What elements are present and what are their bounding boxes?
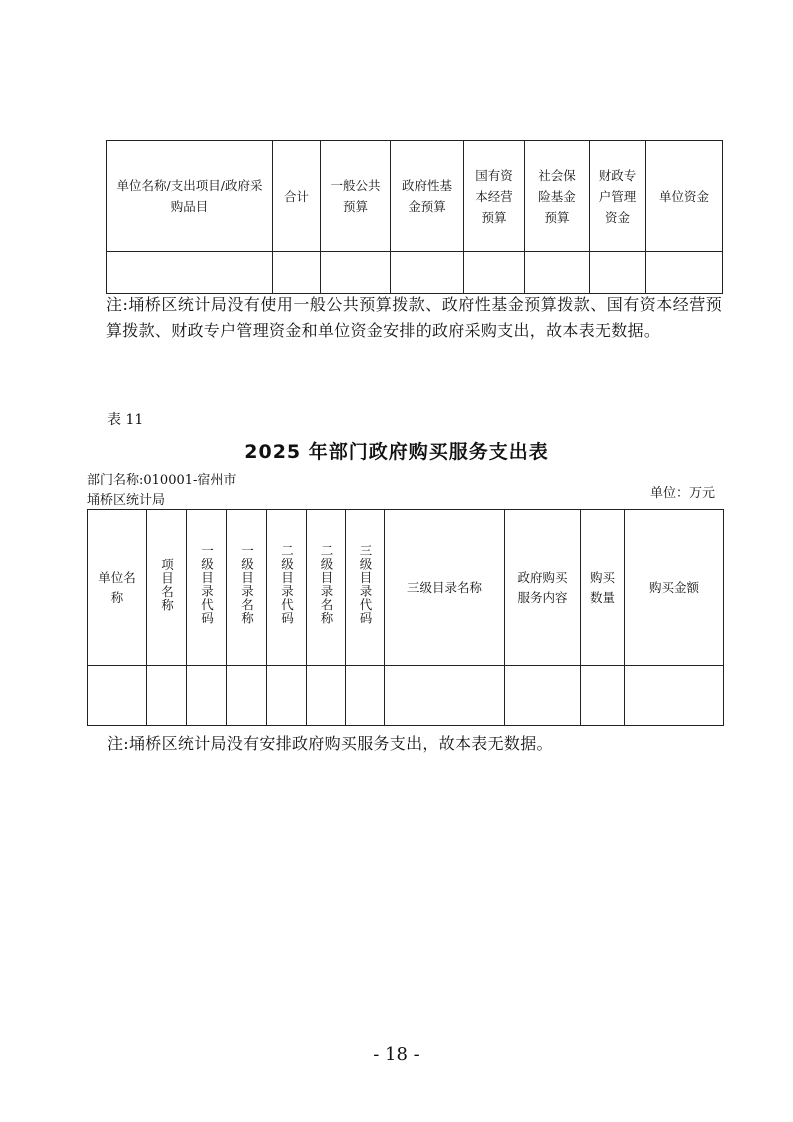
table-header-row (107, 141, 723, 252)
header-general-budget: 一般公共预算 (321, 141, 391, 252)
header-project-name: 项目名称 (147, 510, 187, 666)
header-service-content: 政府购买服务内容 (505, 510, 581, 666)
header-level2-name: 二级目录名称 (307, 510, 346, 666)
header-unit-name: 单位名称/支出项目/政府采购品目 (107, 141, 273, 252)
table-header-row (88, 510, 724, 666)
header-unit-name: 单位名称 (88, 510, 147, 666)
service-purchase-note: 注:埇桥区统计局没有安排政府购买服务支出，故本表无数据。 (107, 734, 553, 753)
header-level1-name: 一级目录名称 (227, 510, 267, 666)
department-name-line1: 部门名称:010001-宿州市 (87, 473, 237, 488)
header-social-insurance-budget: 社会保险基金预算 (525, 141, 590, 252)
table-row (107, 252, 723, 294)
page-number: - 18 - (373, 1044, 420, 1065)
header-total: 合计 (273, 141, 321, 252)
department-name-line2: 埇桥区统计局 (87, 493, 166, 508)
header-special-account-funds: 财政专户管理资金 (590, 141, 646, 252)
header-level1-code: 一级目录代码 (187, 510, 227, 666)
unit-label: 单位：万元 (650, 486, 716, 501)
service-purchase-table (87, 509, 724, 726)
department-name (87, 471, 236, 511)
header-level3-name: 三级目录名称 (385, 510, 505, 666)
procurement-table (106, 140, 723, 294)
header-quantity: 购买数量 (581, 510, 625, 666)
table-row (88, 666, 724, 726)
header-unit-funds: 单位资金 (646, 141, 723, 252)
header-state-capital-budget: 国有资本经营预算 (464, 141, 525, 252)
table-label: 表 11 (107, 412, 144, 428)
procurement-note: 注:埇桥区统计局没有使用一般公共预算拨款、政府性基金预算拨款、国有资本经营预算拨款、财政专户管理资金和单位资金安排的政府采购支出，故本表无数据。 (106, 295, 722, 340)
header-level2-code: 二级目录代码 (267, 510, 307, 666)
header-gov-fund-budget: 政府性基金预算 (391, 141, 464, 252)
header-level3-code: 三级目录代码 (346, 510, 385, 666)
page-title: 2025 年部门政府购买服务支出表 (244, 441, 549, 463)
header-amount: 购买金额 (625, 510, 724, 666)
